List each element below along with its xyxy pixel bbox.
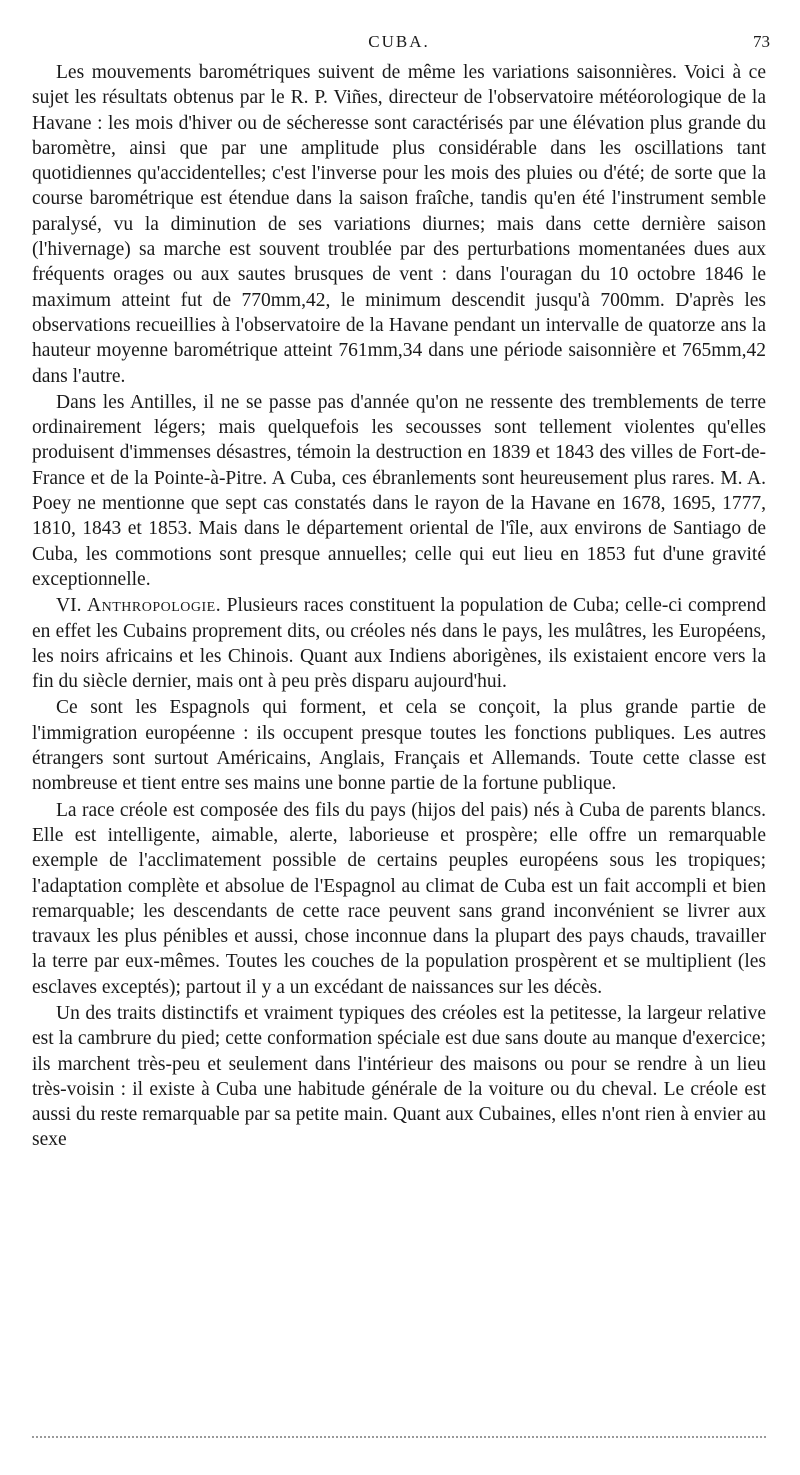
running-title: CUBA. bbox=[368, 32, 430, 51]
section-heading: Anthropologie. bbox=[87, 595, 222, 617]
paragraph-barometric: Les mouvements barométriques suivent de même les variations saisonnières. Voici à ce sujet les résultats obtenus par le R. P. Viñes, directeur de l'observatoire météorologique de la Havane : les mois d'hiver ou de sécheresse sont caractérisés par une élévation plus grande du baromètre, ainsi que par une amplitude plus considérable dans les oscillations tant quotidiennes qu'accidentelles; c'est l'inverse pour les mois des pluies ou d'été; de sorte que la course barométrique est étendue dans la saison fraîche, tandis qu'en été l'instrument semble paralysé, vu la diminution de ses variations diurnes; mais dans cette dernière saison (l'hivernage) sa marche est souvent troublée par des perturbations momentanées dues aux fréquents orages ou aux sautes brusques de vent : dans l'ouragan du 10 octobre 1846 le maximum atteint fut de 770mm,42, le minimum descendit jusqu'à 700mm. D'après les observations recueillies à l'observatoire de la Havane pendant un intervalle de quatorze ans la hauteur moyenne barométrique atteint 761mm,34 dans une période saisonnière et 765mm,42 dans l'autre. bbox=[32, 62, 766, 387]
paragraph-immigration: Ce sont les Espagnols qui forment, et cela se conçoit, la plus grande partie de l'immigration européenne : ils occupent presque toutes les fonctions publiques. Les autres étrangers sont surtout Américains, Anglais, Français et Allemands. Toute cette classe est nombreuse et tient entre ses mains une bonne partie de la fortune publique. bbox=[32, 697, 766, 795]
paragraph-creole-traits: Un des traits distinctifs et vraiment typiques des créoles est la petitesse, la largeur relative est la cambrure du pied; cette conformation spéciale est due sans doute au manque d'exercice; ils marchent très-peu et seulement dans l'intérieur des maisons ou pour se rendre à un lieu très-voisin : il existe à Cuba une habitude générale de la voiture ou du cheval. Le créole est aussi du reste remarquable par sa petite main. Quant aux Cubaines, elles n'ont rien à envier au sexe bbox=[32, 1002, 766, 1151]
paragraph-creole-race: La race créole est composée des fils du pays (hijos del pais) nés à Cuba de parents blancs. Elle est intelligente, aimable, alerte, laborieuse et prospère; elle offre un remarquable exemple de l'acclimatement possible de certains peuples européens sous les tropiques; l'adaptation complète et absolue de l'Espagnol au climat de Cuba est un fait accompli et bien remarquable; les descendants de cette race peuvent sans grand inconvénient se livrer aux travaux les plus pénibles et aussi, chose inconnue dans la plupart des pays chauds, travailler la terre par eux-mêmes. Toutes les couches de la population prospèrent et se multiplient (les esclaves exceptés); partout il y a un excédant de naissances sur les décès. bbox=[32, 799, 766, 998]
body-text bbox=[32, 60, 766, 1154]
paragraph-anthropology bbox=[32, 593, 766, 694]
paragraph-anthropology-text: Plusieurs races constituent la population de Cuba; celle-ci comprend en effet les Cubains proprement dits, ou créoles nés dans le pays, les mulâtres, les Européens, les noirs africains et les Chinois. Quant aux Indiens aborigènes, ils existaient encore vers la fin du siècle dernier, mais ont à peu près disparu aujourd'hui. bbox=[32, 595, 767, 693]
page-number: 73 bbox=[753, 32, 770, 51]
footer-rule bbox=[32, 1436, 766, 1440]
paragraph-earthquakes: Dans les Antilles, il ne se passe pas d'année qu'on ne ressente des tremblements de terre ordinairement légers; mais quelquefois les secousses sont tellement violentes qu'elles produisent d'immenses désastres, témoin la destruction en 1839 et 1843 des villes de Fort-de-France et de la Pointe-à-Pitre. A Cuba, ces ébranlements sont heureusement plus rares. M. A. Poey ne mentionne que sept cas constatés dans le rayon de la Havane en 1678, 1695, 1777, 1810, 1843 et 1853. Mais dans le département oriental de l'île, aux environs de Santiago de Cuba, les commotions sont presque annuelles; celle qui eut lieu en 1853 fut d'une gravité exceptionnelle. bbox=[32, 391, 766, 590]
section-number: VI. bbox=[56, 595, 82, 617]
book-page bbox=[32, 0, 770, 1475]
running-head bbox=[32, 32, 770, 56]
